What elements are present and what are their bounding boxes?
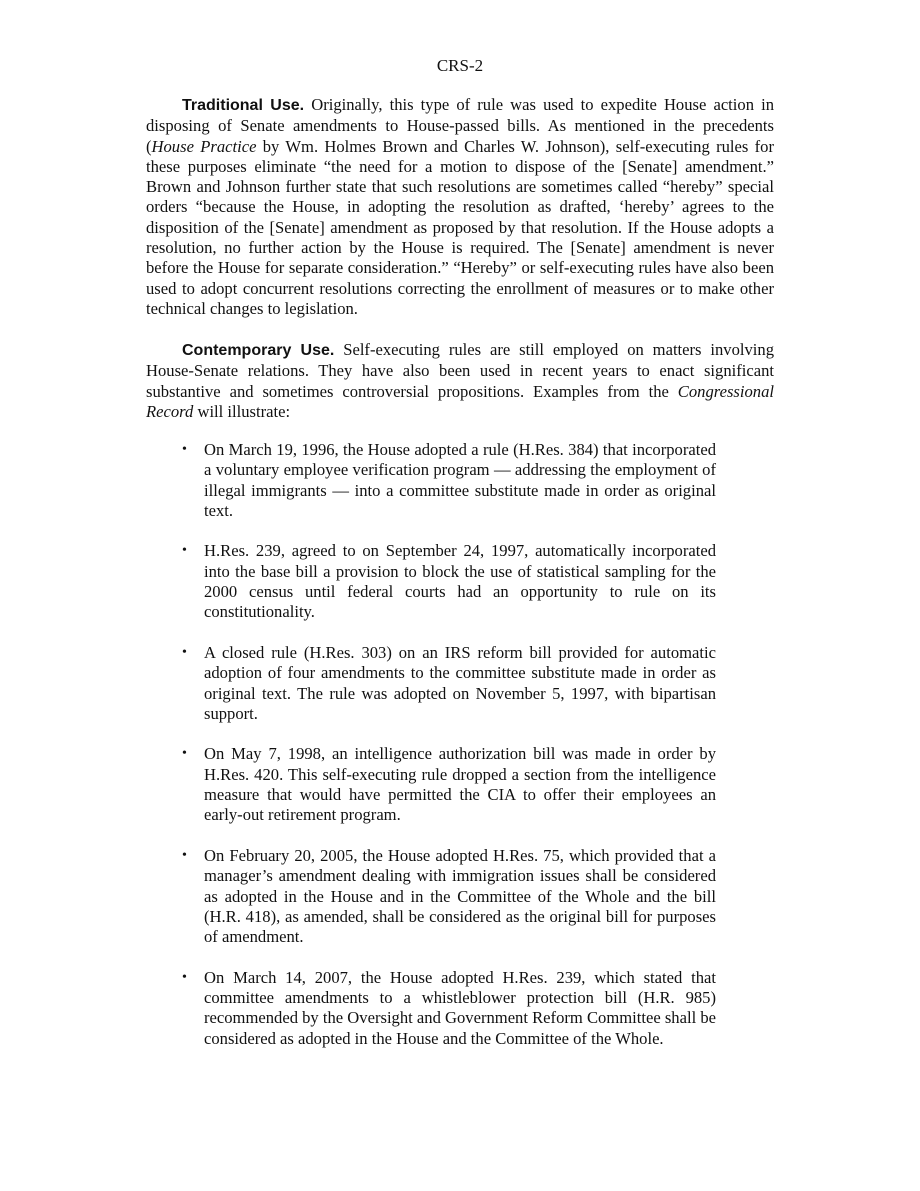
- list-item: [146, 968, 774, 1049]
- bullet-icon: •: [182, 644, 187, 660]
- paragraph-contemporary-use: [146, 340, 774, 422]
- list-item-text: H.Res. 239, agreed to on September 24, 1997, automatically incorporated into the base bill a provision to block the use of statistical sampling for the 2000 census until federal courts had an opportunity to rule on its constitutionality.: [204, 541, 716, 622]
- list-item: [146, 643, 774, 724]
- bullet-icon: •: [182, 746, 187, 762]
- run-in-heading: Contemporary Use.: [182, 342, 335, 359]
- paragraph-text: by Wm. Holmes Brown and Charles W. Johnson), self-executing rules for these purposes eliminate “the need for a motion to dispose of the [Senate] amendment.” Brown and Johnson further state that such resolutions are sometimes called “hereby” special orders “because the House, in adopting the resolution as drafted, ‘hereby’ agrees to the disposition of the [Senate] amendment as proposed by that resolution. If the House adopts a resolution, no further action by the House is required. The [Senate] amendment is never before the House for separate consideration.” “Hereby” or self-executing rules have also been used to adopt concurrent resolutions correcting the enrollment of measures or to make other technical changes to legislation.: [146, 136, 774, 318]
- examples-list: [146, 440, 774, 1069]
- bullet-icon: •: [182, 969, 187, 985]
- italic-title: Congressional Record: [146, 381, 774, 421]
- list-item: [146, 846, 774, 947]
- list-item: [146, 541, 774, 622]
- paragraph-text: Originally, this type of rule was used to expedite House action in disposing of Senate amendments to House-passed bills. As mentioned in the precedents (: [146, 95, 775, 156]
- list-item: [146, 440, 774, 521]
- list-item-text: On May 7, 1998, an intelligence authorization bill was made in order by H.Res. 420. This self-executing rule dropped a section from the intelligence measure that would have permitted the CIA to offer their employees an early-out retirement program.: [204, 744, 716, 825]
- bullet-icon: •: [182, 543, 187, 559]
- paragraph-text: will illustrate:: [193, 401, 291, 421]
- paragraph-text: Self-executing rules are still employed on matters involving House-Senate relations. They have also been used in recent years to enact significant substantive and sometimes controversial propositions. Examples from the: [146, 340, 775, 401]
- run-in-heading: Traditional Use.: [182, 97, 305, 114]
- italic-title: House Practice: [151, 136, 257, 156]
- list-item-text: On February 20, 2005, the House adopted H.Res. 75, which provided that a manager’s amendment dealing with immigration issues shall be considered as adopted in the House and in the Committee of the Whole and the bill (H.R. 418), as amended, shall be considered as the original bill for purposes of amendment.: [204, 845, 716, 947]
- list-item: [146, 744, 774, 825]
- list-item-text: On March 19, 1996, the House adopted a rule (H.Res. 384) that incorporated a voluntary employee verification program — addressing the employment of illegal immigrants — into a committee substitute made in order as original text.: [204, 440, 716, 520]
- list-item-text: On March 14, 2007, the House adopted H.Res. 239, which stated that committee amendments to a whistleblower protection bill (H.R. 985) recommended by the Oversight and Government Reform Committee shall be considered as adopted in the House and the Committee of the Whole.: [204, 967, 716, 1048]
- page-number-header: CRS-2: [436, 56, 484, 75]
- bullet-icon: •: [182, 442, 187, 457]
- bullet-icon: •: [182, 847, 187, 863]
- paragraph-traditional-use: [146, 95, 774, 319]
- list-item-text: A closed rule (H.Res. 303) on an IRS reform bill provided for automatic adoption of four amendments to the committee substitute made in order as original text. The rule was adopted on November 5, 1997, with bipartisan support.: [204, 642, 716, 723]
